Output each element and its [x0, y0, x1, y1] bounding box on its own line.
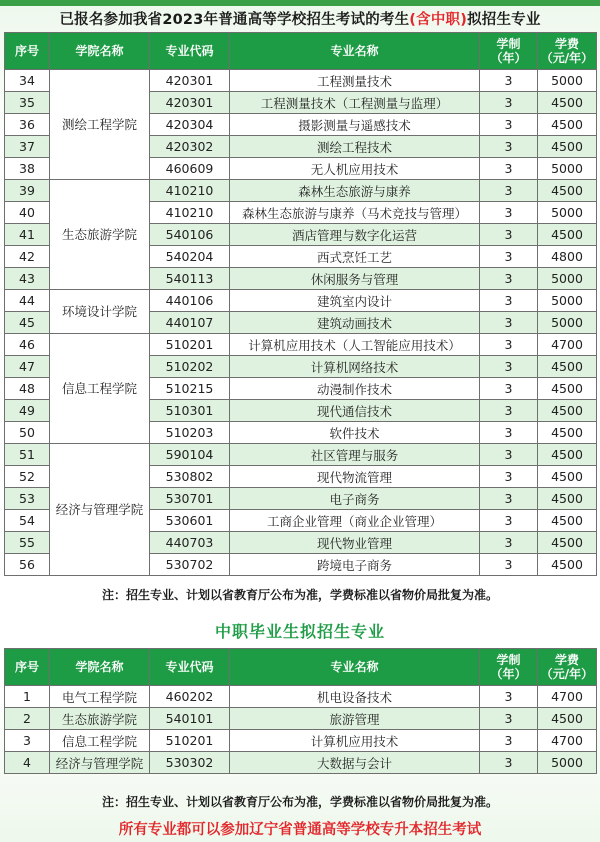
seq-cell: 52: [5, 466, 50, 488]
years-cell: 3: [480, 400, 538, 422]
col-header-years: 学制 （年）: [480, 33, 538, 70]
college-cell: 电气工程学院: [50, 686, 150, 708]
code-cell: 460609: [150, 158, 230, 180]
major-cell: 现代通信技术: [230, 400, 480, 422]
fee-cell: 4500: [538, 510, 597, 532]
seq-cell: 56: [5, 554, 50, 576]
table-row: [5, 686, 597, 708]
table-row: [5, 180, 597, 202]
years-cell: 3: [480, 752, 538, 774]
col-header-seq: 序号: [5, 33, 50, 70]
seq-cell: 44: [5, 290, 50, 312]
fee-cell: 4700: [538, 730, 597, 752]
fee-cell: 4500: [538, 114, 597, 136]
major-cell: 软件技术: [230, 422, 480, 444]
fee-cell: 5000: [538, 70, 597, 92]
fee-cell: 4500: [538, 378, 597, 400]
major-cell: 森林生态旅游与康养（马术竞技与管理）: [230, 202, 480, 224]
fee-cell: 4500: [538, 488, 597, 510]
seq-cell: 35: [5, 92, 50, 114]
fee-cell: 4700: [538, 334, 597, 356]
seq-cell: 43: [5, 268, 50, 290]
seq-cell: 34: [5, 70, 50, 92]
fee-cell: 4500: [538, 180, 597, 202]
seq-cell: 37: [5, 136, 50, 158]
fee-cell: 4500: [538, 92, 597, 114]
major-cell: 电子商务: [230, 488, 480, 510]
fee-cell: 4500: [538, 224, 597, 246]
fee-cell: 5000: [538, 290, 597, 312]
major-cell: 动漫制作技术: [230, 378, 480, 400]
code-cell: 510201: [150, 730, 230, 752]
major-cell: 现代物流管理: [230, 466, 480, 488]
major-cell: 现代物业管理: [230, 532, 480, 554]
years-cell: 3: [480, 312, 538, 334]
college-cell: 信息工程学院: [50, 334, 150, 444]
headline-highlight: (含中职): [409, 12, 468, 28]
years-cell: 3: [480, 268, 538, 290]
years-cell: 3: [480, 488, 538, 510]
fee-cell: 4500: [538, 444, 597, 466]
fee-cell: 5000: [538, 268, 597, 290]
years-cell: 3: [480, 334, 538, 356]
code-cell: 540106: [150, 224, 230, 246]
years-cell: 3: [480, 114, 538, 136]
code-cell: 440703: [150, 532, 230, 554]
years-cell: 3: [480, 246, 538, 268]
fee-cell: 4500: [538, 466, 597, 488]
seq-cell: 42: [5, 246, 50, 268]
years-cell: 3: [480, 532, 538, 554]
table-row: [5, 730, 597, 752]
years-cell: 3: [480, 510, 538, 532]
major-cell: 机电设备技术: [230, 686, 480, 708]
years-cell: 3: [480, 180, 538, 202]
major-cell: 计算机网络技术: [230, 356, 480, 378]
major-cell: 建筑动画技术: [230, 312, 480, 334]
fee-cell: 4700: [538, 686, 597, 708]
seq-cell: 55: [5, 532, 50, 554]
code-cell: 410210: [150, 180, 230, 202]
major-cell: 森林生态旅游与康养: [230, 180, 480, 202]
years-cell: 3: [480, 70, 538, 92]
code-cell: 440106: [150, 290, 230, 312]
years-cell: 3: [480, 290, 538, 312]
code-cell: 530802: [150, 466, 230, 488]
fee-cell: 5000: [538, 158, 597, 180]
fee-cell: 4500: [538, 356, 597, 378]
code-cell: 540113: [150, 268, 230, 290]
fee-cell: 4500: [538, 554, 597, 576]
table-header-row: [5, 649, 597, 686]
college-cell: 经济与管理学院: [50, 444, 150, 576]
seq-cell: 49: [5, 400, 50, 422]
fee-cell: 4500: [538, 136, 597, 158]
main-majors-table: [4, 32, 597, 576]
major-cell: 计算机应用技术（人工智能应用技术）: [230, 334, 480, 356]
seq-cell: 45: [5, 312, 50, 334]
fee-cell: 5000: [538, 312, 597, 334]
seq-cell: 1: [5, 686, 50, 708]
college-cell: 信息工程学院: [50, 730, 150, 752]
seq-cell: 46: [5, 334, 50, 356]
seq-cell: 47: [5, 356, 50, 378]
major-cell: 建筑室内设计: [230, 290, 480, 312]
major-cell: 酒店管理与数字化运营: [230, 224, 480, 246]
col-header-college: 学院名称: [50, 33, 150, 70]
years-cell: 3: [480, 356, 538, 378]
years-cell: 3: [480, 730, 538, 752]
major-cell: 旅游管理: [230, 708, 480, 730]
years-cell: 3: [480, 686, 538, 708]
table-note-2: 注：招生专业、计划以省教育厅公布为准，学费标准以省物价局批复为准。: [101, 795, 498, 809]
college-cell: 生态旅游学院: [50, 180, 150, 290]
code-cell: 420304: [150, 114, 230, 136]
code-cell: 510301: [150, 400, 230, 422]
years-cell: 3: [480, 422, 538, 444]
code-cell: 540204: [150, 246, 230, 268]
col-header-fee: 学费 （元/年）: [538, 33, 597, 70]
vocational-table-body: [5, 686, 597, 774]
major-cell: 休闲服务与管理: [230, 268, 480, 290]
col-header-seq: 序号: [5, 649, 50, 686]
years-cell: 3: [480, 224, 538, 246]
table-row: [5, 708, 597, 730]
major-cell: 计算机应用技术: [230, 730, 480, 752]
code-cell: 530601: [150, 510, 230, 532]
table-row: [5, 334, 597, 356]
major-cell: 大数据与会计: [230, 752, 480, 774]
years-cell: 3: [480, 708, 538, 730]
table-row: [5, 70, 597, 92]
col-header-code: 专业代码: [150, 649, 230, 686]
top-decoration-strip: [0, 0, 600, 6]
college-cell: 环境设计学院: [50, 290, 150, 334]
table-header-row: [5, 33, 597, 70]
seq-cell: 38: [5, 158, 50, 180]
col-header-major: 专业名称: [230, 649, 480, 686]
code-cell: 590104: [150, 444, 230, 466]
code-cell: 510202: [150, 356, 230, 378]
code-cell: 510215: [150, 378, 230, 400]
years-cell: 3: [480, 136, 538, 158]
vocational-section-title: 中职毕业生拟招生专业: [214, 622, 385, 641]
years-cell: 3: [480, 158, 538, 180]
code-cell: 410210: [150, 202, 230, 224]
headline-suffix: 拟招生专业: [467, 12, 541, 28]
fee-cell: 5000: [538, 752, 597, 774]
fee-cell: 5000: [538, 202, 597, 224]
fee-cell: 4500: [538, 708, 597, 730]
major-cell: 社区管理与服务: [230, 444, 480, 466]
code-cell: 460202: [150, 686, 230, 708]
col-header-code: 专业代码: [150, 33, 230, 70]
major-cell: 西式烹饪工艺: [230, 246, 480, 268]
vocational-majors-table: [4, 648, 597, 774]
code-cell: 530701: [150, 488, 230, 510]
table-row: [5, 290, 597, 312]
main-table-body: [5, 70, 597, 576]
major-cell: 无人机应用技术: [230, 158, 480, 180]
major-cell: 跨境电子商务: [230, 554, 480, 576]
college-cell: 测绘工程学院: [50, 70, 150, 180]
footer-statement: 所有专业都可以参加辽宁省普通高等学校专升本招生考试: [118, 822, 482, 838]
seq-cell: 53: [5, 488, 50, 510]
years-cell: 3: [480, 202, 538, 224]
major-cell: 工程测量技术: [230, 70, 480, 92]
seq-cell: 3: [5, 730, 50, 752]
code-cell: 440107: [150, 312, 230, 334]
college-cell: 生态旅游学院: [50, 708, 150, 730]
code-cell: 530702: [150, 554, 230, 576]
years-cell: 3: [480, 444, 538, 466]
major-cell: 工商企业管理（商业企业管理）: [230, 510, 480, 532]
major-cell: 摄影测量与遥感技术: [230, 114, 480, 136]
code-cell: 540101: [150, 708, 230, 730]
seq-cell: 50: [5, 422, 50, 444]
col-header-college: 学院名称: [50, 649, 150, 686]
col-header-years: 学制 （年）: [480, 649, 538, 686]
code-cell: 510203: [150, 422, 230, 444]
seq-cell: 54: [5, 510, 50, 532]
years-cell: 3: [480, 466, 538, 488]
code-cell: 530302: [150, 752, 230, 774]
college-cell: 经济与管理学院: [50, 752, 150, 774]
code-cell: 420301: [150, 70, 230, 92]
headline-text: 已报名参加我省2023年普通高等学校招生考试的考生: [59, 12, 410, 28]
years-cell: 3: [480, 378, 538, 400]
table-row: [5, 752, 597, 774]
seq-cell: 39: [5, 180, 50, 202]
page-headline: [0, 8, 600, 29]
seq-cell: 40: [5, 202, 50, 224]
code-cell: 420302: [150, 136, 230, 158]
seq-cell: 4: [5, 752, 50, 774]
major-cell: 测绘工程技术: [230, 136, 480, 158]
fee-cell: 4800: [538, 246, 597, 268]
col-header-fee: 学费 （元/年）: [538, 649, 597, 686]
col-header-major: 专业名称: [230, 33, 480, 70]
seq-cell: 36: [5, 114, 50, 136]
years-cell: 3: [480, 92, 538, 114]
seq-cell: 51: [5, 444, 50, 466]
seq-cell: 2: [5, 708, 50, 730]
fee-cell: 4500: [538, 400, 597, 422]
major-cell: 工程测量技术（工程测量与监理）: [230, 92, 480, 114]
seq-cell: 48: [5, 378, 50, 400]
code-cell: 510201: [150, 334, 230, 356]
code-cell: 420301: [150, 92, 230, 114]
fee-cell: 4500: [538, 532, 597, 554]
table-row: [5, 444, 597, 466]
fee-cell: 4500: [538, 422, 597, 444]
years-cell: 3: [480, 554, 538, 576]
table-note: 注：招生专业、计划以省教育厅公布为准，学费标准以省物价局批复为准。: [101, 588, 498, 602]
seq-cell: 41: [5, 224, 50, 246]
